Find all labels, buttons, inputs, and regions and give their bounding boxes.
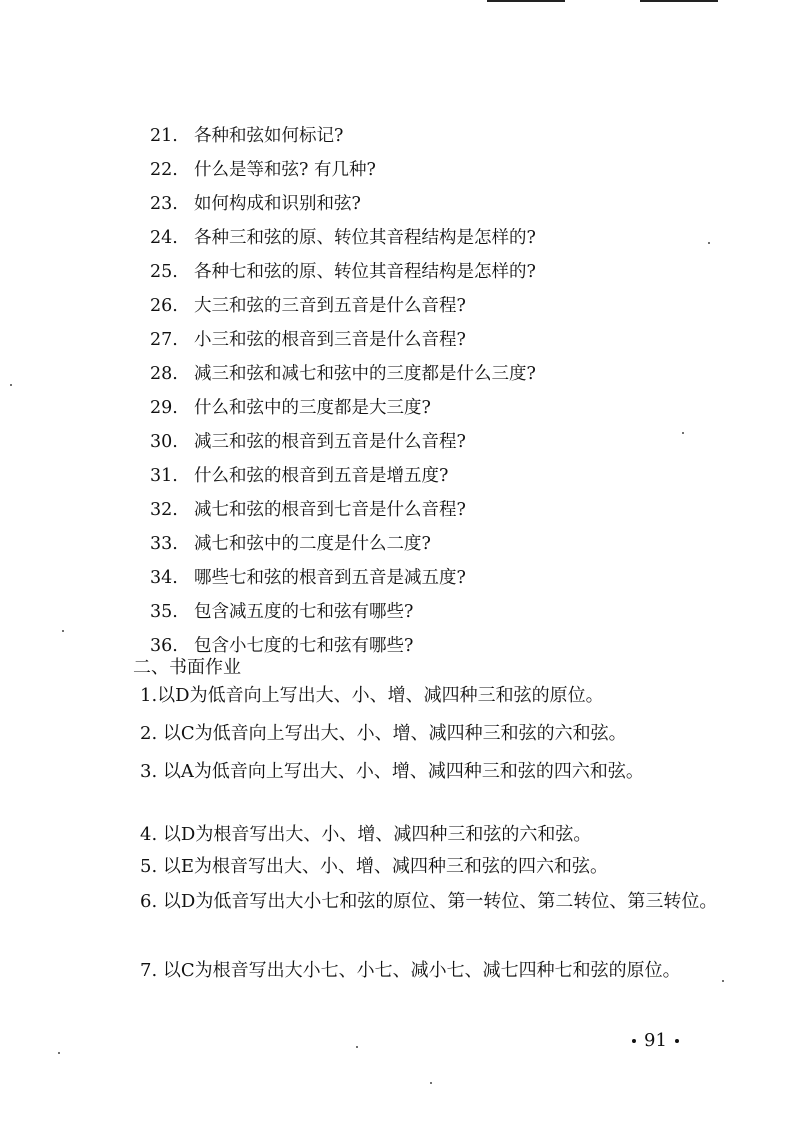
question-item [150,256,536,288]
assignment-item: 7. 以C为根音写出大小七、小七、减小七、减七四种七和弦的原位。 [140,960,681,981]
question-item [150,494,466,526]
top-rule-right [640,0,718,2]
question-item [150,528,431,560]
question-number: 35. [150,602,178,622]
question-text: 各种七和弦的原、转位其音程结构是怎样的? [194,262,536,282]
question-number: 24. [150,228,178,248]
question-item [150,120,343,152]
scan-speck [58,1052,60,1054]
question-text: 大三和弦的三音到五音是什么音程? [194,296,466,316]
question-text: 小三和弦的根音到三音是什么音程? [194,330,466,350]
assignment-item: 3. 以A为低音向上写出大、小、增、减四种三和弦的四六和弦。 [140,761,644,782]
question-text: 什么和弦中的三度都是大三度? [194,398,431,418]
scan-speck [356,1046,358,1048]
question-number: 36. [150,636,178,656]
question-number: 25. [150,262,178,282]
question-text: 各种三和弦的原、转位其音程结构是怎样的? [194,228,536,248]
question-number: 33. [150,534,178,554]
page-number-value: 91 [644,1030,667,1051]
question-number: 28. [150,364,178,384]
question-text: 减三和弦的根音到五音是什么音程? [194,432,466,452]
assignment-item: 4. 以D为根音写出大、小、增、减四种三和弦的六和弦。 [140,824,592,845]
scan-speck [10,384,12,386]
question-item [150,392,431,424]
question-number: 29. [150,398,178,418]
question-item [150,222,536,254]
top-rule-left [487,0,565,2]
question-text: 减三和弦和减七和弦中的三度都是什么三度? [194,364,536,384]
question-number: 34. [150,568,178,588]
scan-speck [682,432,684,434]
question-item [150,460,448,492]
page-number-dot-right [675,1039,679,1043]
question-text: 哪些七和弦的根音到五音是减五度? [194,568,466,588]
scan-speck [430,1082,432,1084]
question-text: 什么是等和弦? 有几种? [194,160,376,180]
scan-speck [722,980,724,982]
question-item [150,188,361,220]
page-number-dot-left [632,1039,636,1043]
question-text: 各种和弦如何标记? [194,126,344,146]
question-text: 减七和弦的根音到七音是什么音程? [194,500,466,520]
question-item [150,358,536,390]
question-number: 22. [150,160,178,180]
question-text: 包含小七度的七和弦有哪些? [194,636,414,656]
section-title: 二、书面作业 [133,657,241,678]
assignment-item: 5. 以E为根音写出大、小、增、减四种三和弦的四六和弦。 [140,856,609,877]
assignment-item: 6. 以D为低音写出大小七和弦的原位、第一转位、第二转位、第三转位。 [140,891,718,912]
scan-speck [62,630,64,632]
question-text: 减七和弦中的二度是什么二度? [194,534,431,554]
question-text: 什么和弦的根音到五音是增五度? [194,466,449,486]
question-number: 21. [150,126,178,146]
question-item [150,562,466,594]
question-number: 26. [150,296,178,316]
question-item [150,596,413,628]
assignment-item: 1.以D为低音向上写出大、小、增、减四种三和弦的原位。 [140,685,604,706]
scan-speck [708,242,710,244]
question-number: 31. [150,466,178,486]
question-item [150,426,466,458]
page-number [624,1027,687,1055]
question-item [150,154,376,186]
question-number: 23. [150,194,178,214]
assignment-item: 2. 以C为低音向上写出大、小、增、减四种三和弦的六和弦。 [140,723,627,744]
question-item [150,324,466,356]
question-number: 30. [150,432,178,452]
question-item [150,290,466,322]
question-text: 包含减五度的七和弦有哪些? [194,602,414,622]
question-number: 32. [150,500,178,520]
question-number: 27. [150,330,178,350]
question-text: 如何构成和识别和弦? [194,194,361,214]
